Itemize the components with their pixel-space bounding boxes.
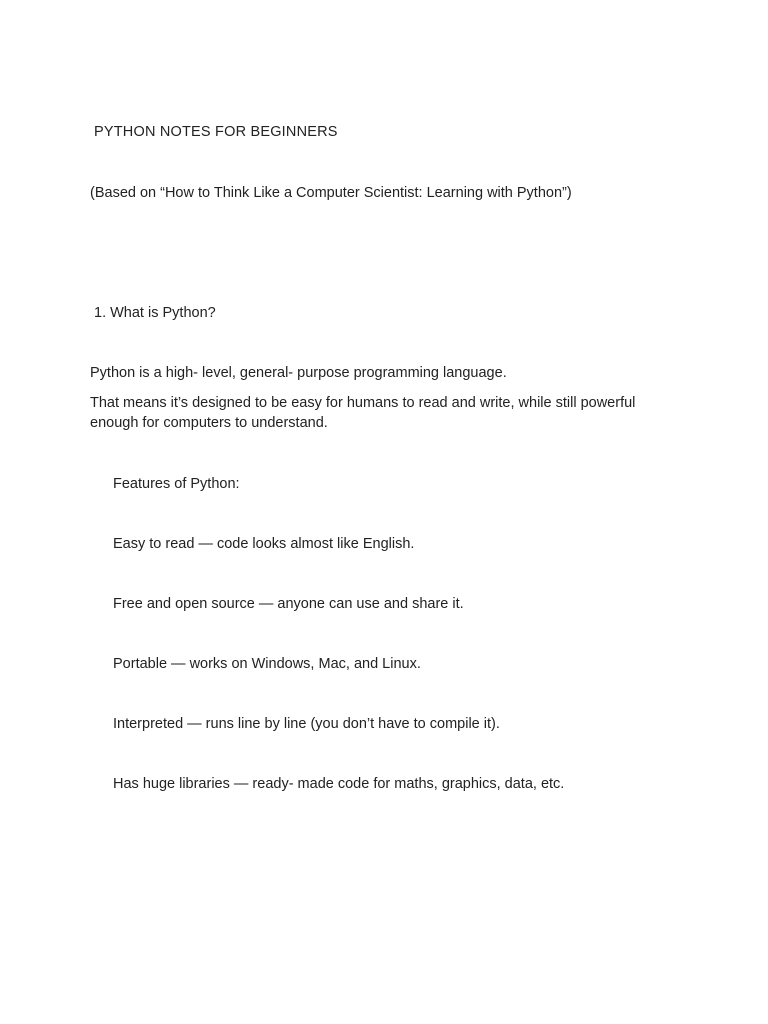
section-heading: 1. What is Python? [94,305,216,321]
features-heading: Features of Python: [113,476,240,492]
document-subtitle: (Based on “How to Think Like a Computer Scientist: Learning with Python”) [90,185,572,201]
paragraph: Python is a high- level, general- purpose programming language. [90,365,507,381]
feature-item: Free and open source — anyone can use and share it. [113,596,464,612]
paragraph: That means it’s designed to be easy for humans to read and write, while still powerful enough for computers to understand. [90,395,636,431]
document-title: PYTHON NOTES FOR BEGINNERS [94,124,338,140]
feature-item: Interpreted — runs line by line (you don’t have to compile it). [113,716,500,732]
feature-item: Portable — works on Windows, Mac, and Linux. [113,656,421,672]
feature-item: Easy to read — code looks almost like English. [113,536,415,552]
feature-item: Has huge libraries — ready- made code for maths, graphics, data, etc. [113,776,565,792]
